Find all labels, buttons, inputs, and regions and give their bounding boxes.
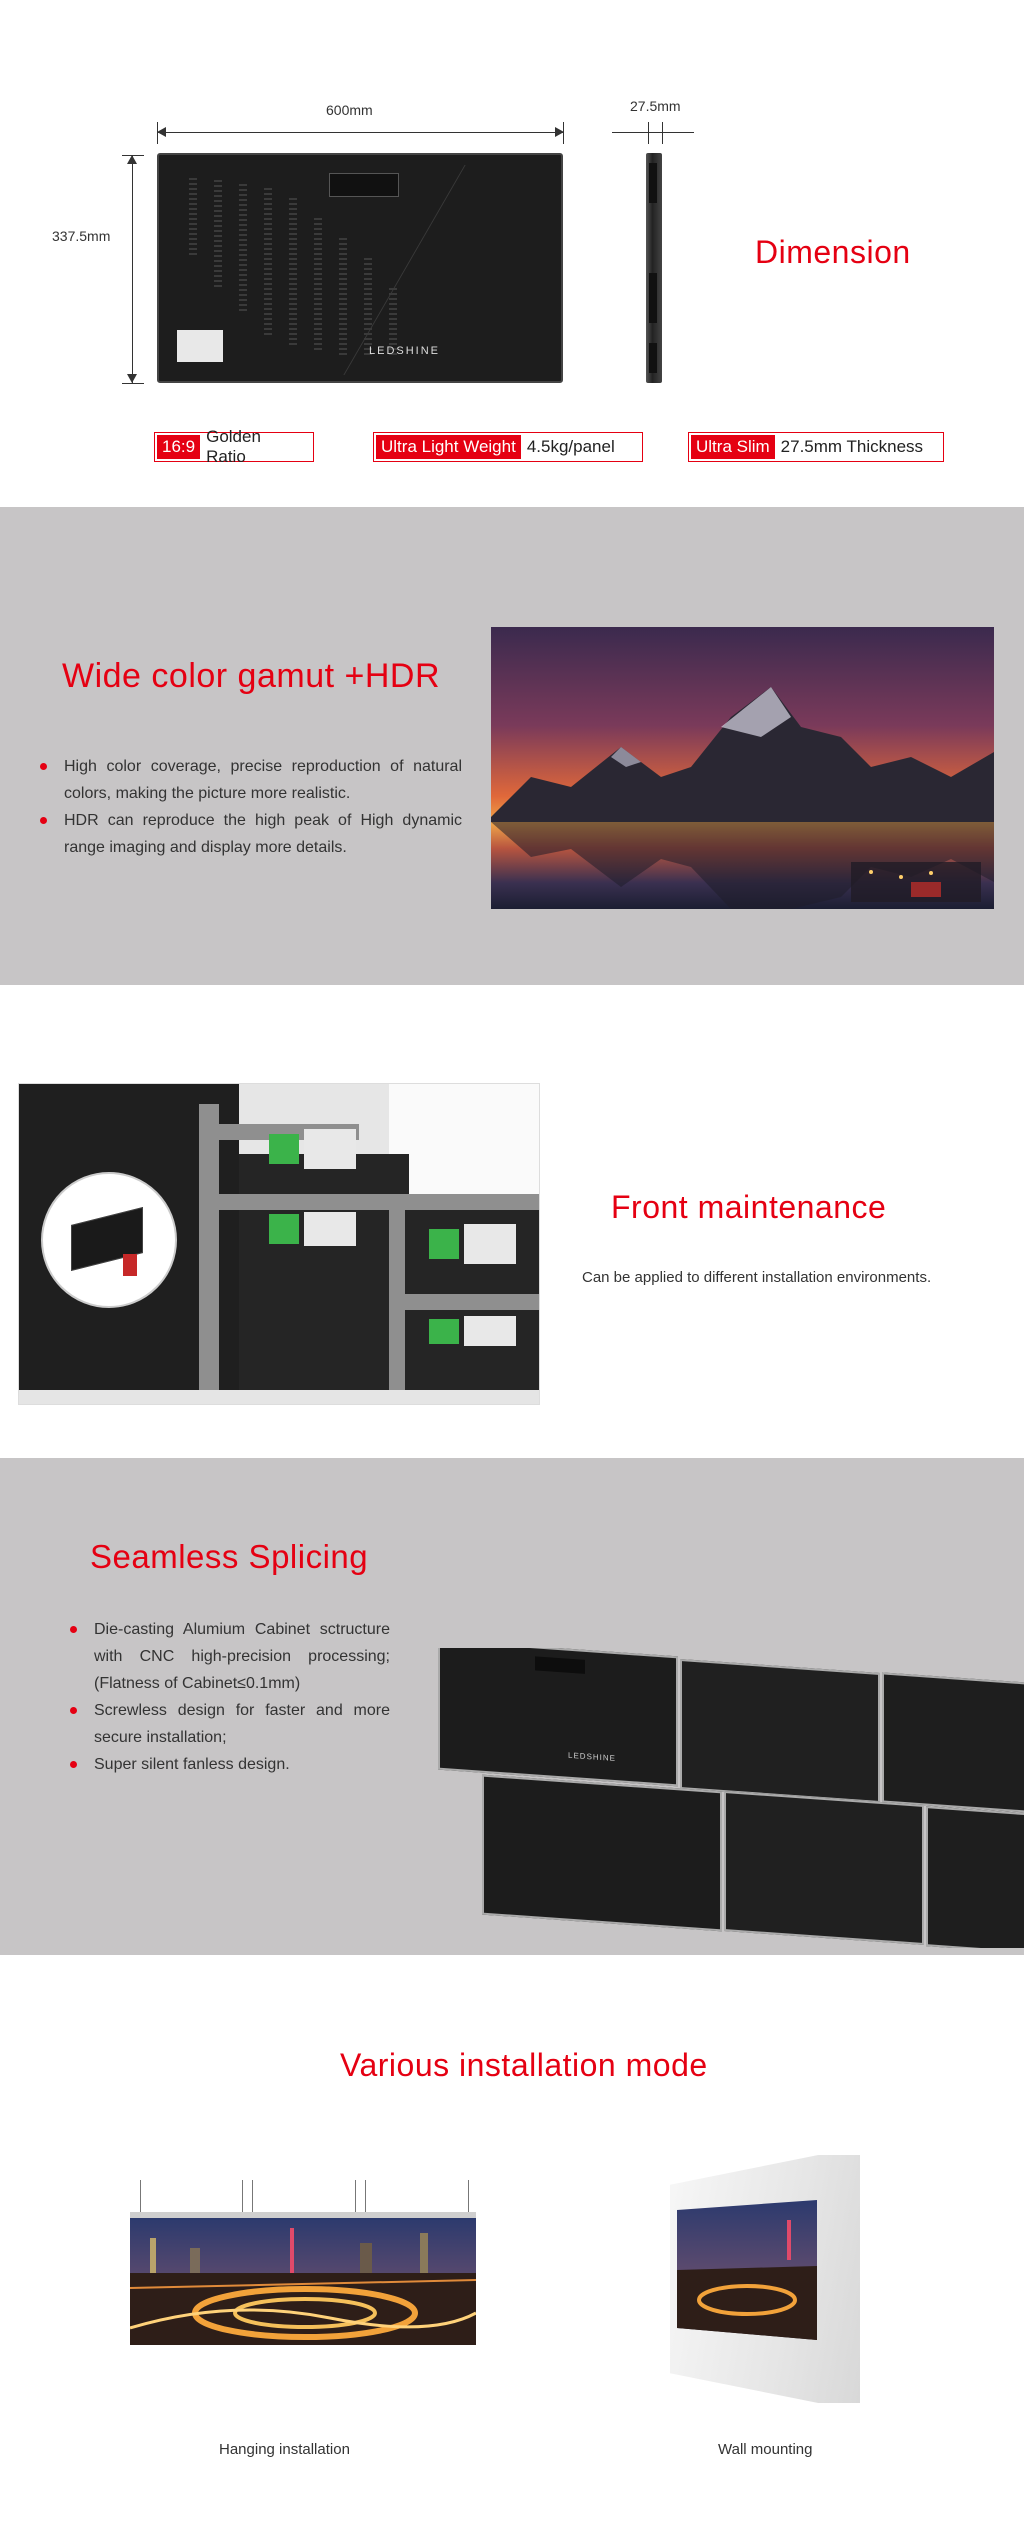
feature-golden-ratio <box>154 427 314 466</box>
hdr-section <box>0 507 1024 985</box>
hdr-bullet: HDR can reproduce the high peak of High dynamic range imaging and display more details. <box>38 807 462 861</box>
wall-mounting-label: Wall mounting <box>718 2441 813 2458</box>
seamless-bullet: Screwless design for faster and more secure installation; <box>68 1697 390 1751</box>
front-maintenance-image <box>18 1083 540 1405</box>
installation-section <box>0 1955 1024 2542</box>
wall-mounting-image <box>670 2155 860 2403</box>
front-maintenance-section <box>0 985 1024 1458</box>
front-maintenance-description: Can be applied to different installation environments. <box>582 1269 932 1286</box>
installation-title: Various installation mode <box>340 2047 708 2083</box>
magnifier-inset <box>41 1172 177 1308</box>
width-dimension-line <box>157 132 563 133</box>
front-maintenance-title: Front maintenance <box>611 1189 887 1225</box>
height-dimension-line <box>132 155 133 383</box>
hdr-title: Wide color gamut +HDR <box>62 657 441 695</box>
hanging-installation-label: Hanging installation <box>219 2441 350 2458</box>
panel-back-view <box>157 153 563 383</box>
feature-tag: Ultra Light Weight <box>376 435 521 459</box>
seamless-section <box>0 1458 1024 1955</box>
feature-desc: 4.5kg/panel <box>526 437 615 456</box>
hanging-installation-image <box>130 2180 476 2345</box>
feature-desc: 27.5mm Thickness <box>780 437 924 456</box>
panel-side-view <box>646 153 662 383</box>
hdr-bullet: High color coverage, precise reproduction of natural colors, making the picture more realistic. <box>38 753 462 807</box>
feature-tag: Ultra Slim <box>691 435 775 459</box>
seamless-bullet-list <box>68 1616 390 1778</box>
spliced-panels-image <box>432 1648 1024 1948</box>
width-label: 600mm <box>326 102 373 118</box>
feature-thickness <box>688 432 944 462</box>
hdr-landscape-image <box>491 627 994 909</box>
height-label: 337.5mm <box>52 228 111 244</box>
seamless-bullet: Super silent fanless design. <box>68 1751 390 1778</box>
dimension-section <box>0 0 1024 505</box>
dimension-title: Dimension <box>755 234 911 270</box>
feature-tag: 16:9 <box>157 435 200 459</box>
brand-logo: LEDSHINE <box>568 1750 617 1764</box>
depth-label: 27.5mm <box>630 98 681 114</box>
feature-weight <box>373 432 643 462</box>
seamless-title: Seamless Splicing <box>90 1538 369 1575</box>
hdr-bullet-list <box>38 753 462 861</box>
feature-desc: Golden Ratio <box>206 427 261 466</box>
brand-logo: LEDSHINE <box>369 345 441 357</box>
seamless-bullet: Die-casting Alumium Cabinet sctructure with CNC high-precision processing; (Flatness of Cabinet≤0.1mm) <box>68 1616 390 1697</box>
